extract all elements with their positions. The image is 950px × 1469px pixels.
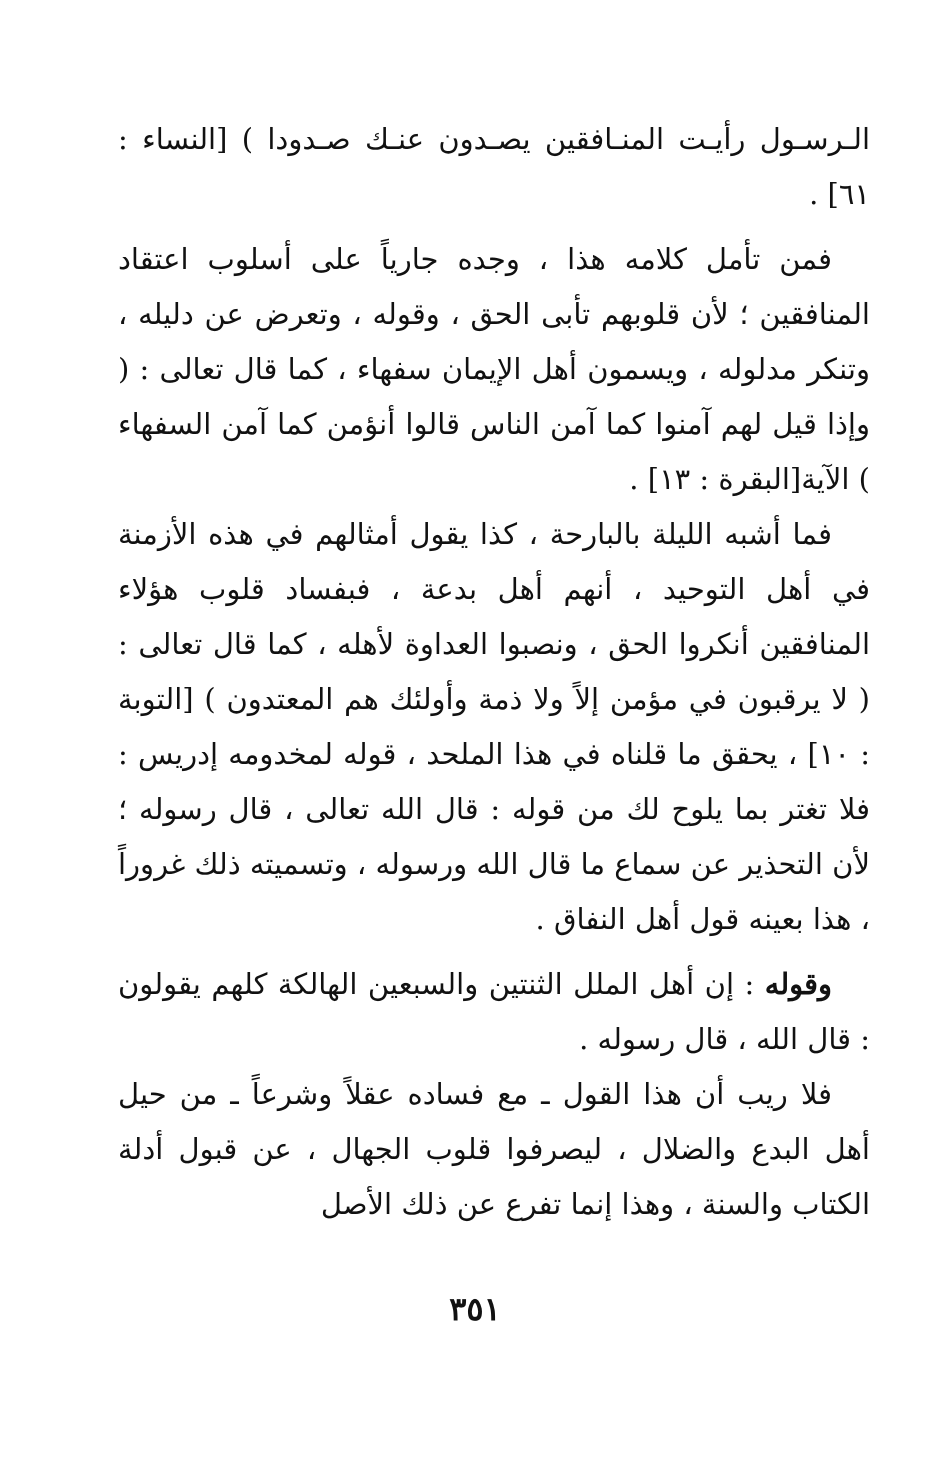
- paragraph-5: [118, 1067, 870, 1232]
- paragraph-4-lead: وقوله: [764, 967, 832, 1001]
- page-number: ٣٥١: [449, 1290, 501, 1328]
- paragraph-4-text: : إن أهل الملل الثنتين والسبعين الهالكة كلهم يقولون : قال الله ، قال رسوله .: [118, 967, 870, 1056]
- paragraph-3: [118, 507, 870, 947]
- paragraph-2-text: فمن تأمل كلامه هذا ، وجده جارياً على أسلوب اعتقاد المنافقين ؛ لأن قلوبهم تأبى الحق ، وقوله ، وتعرض عن دليله ، وتنكر مدلوله ، ويسمون أهل الإيمان سفهاء ، كما قال تعالى : ( وإذا قيل لهم آمنوا كما آمن الناس قالوا أنؤمن كما آمن السفهاء ) الآية[البقرة : ١٣] .: [118, 242, 870, 496]
- paragraph-4: [118, 957, 870, 1067]
- paragraph-1: [118, 112, 870, 222]
- paragraph-1-text: الـرسـول رأيـت المنـافقين يصـدون عنـك صـدودا ) [النساء : ٦١] .: [118, 122, 870, 211]
- paragraph-2: [118, 232, 870, 507]
- page-body: [118, 112, 870, 1232]
- paragraph-5-text: فلا ريب أن هذا القول ـ مع فساده عقلاً وشرعاً ـ من حيل أهل البدع والضلال ، ليصرفوا قلوب الجهال ، عن قبول أدلة الكتاب والسنة ، وهذا إنما تفرع عن ذلك الأصل: [118, 1077, 870, 1221]
- paragraph-3-text: فما أشبه الليلة بالبارحة ، كذا يقول أمثالهم في هذه الأزمنة في أهل التوحيد ، أنهم أهل بدعة ، فبفساد قلوب هؤلاء المنافقين أنكروا الحق ، ونصبوا العداوة لأهله ، كما قال تعالى : ( لا يرقبون في مؤمن إلاً ولا ذمة وأولئك هم المعتدون ) [التوبة : ١٠] ، يحقق ما قلناه في هذا الملحد ، قوله لمخدومه إدريس : فلا تغتر بما يلوح لك من قوله : قال الله تعالى ، قال رسوله ؛ لأن التحذير عن سماع ما قال الله ورسوله ، وتسميته ذلك غروراً ، هذا بعينه قول أهل النفاق .: [118, 517, 870, 936]
